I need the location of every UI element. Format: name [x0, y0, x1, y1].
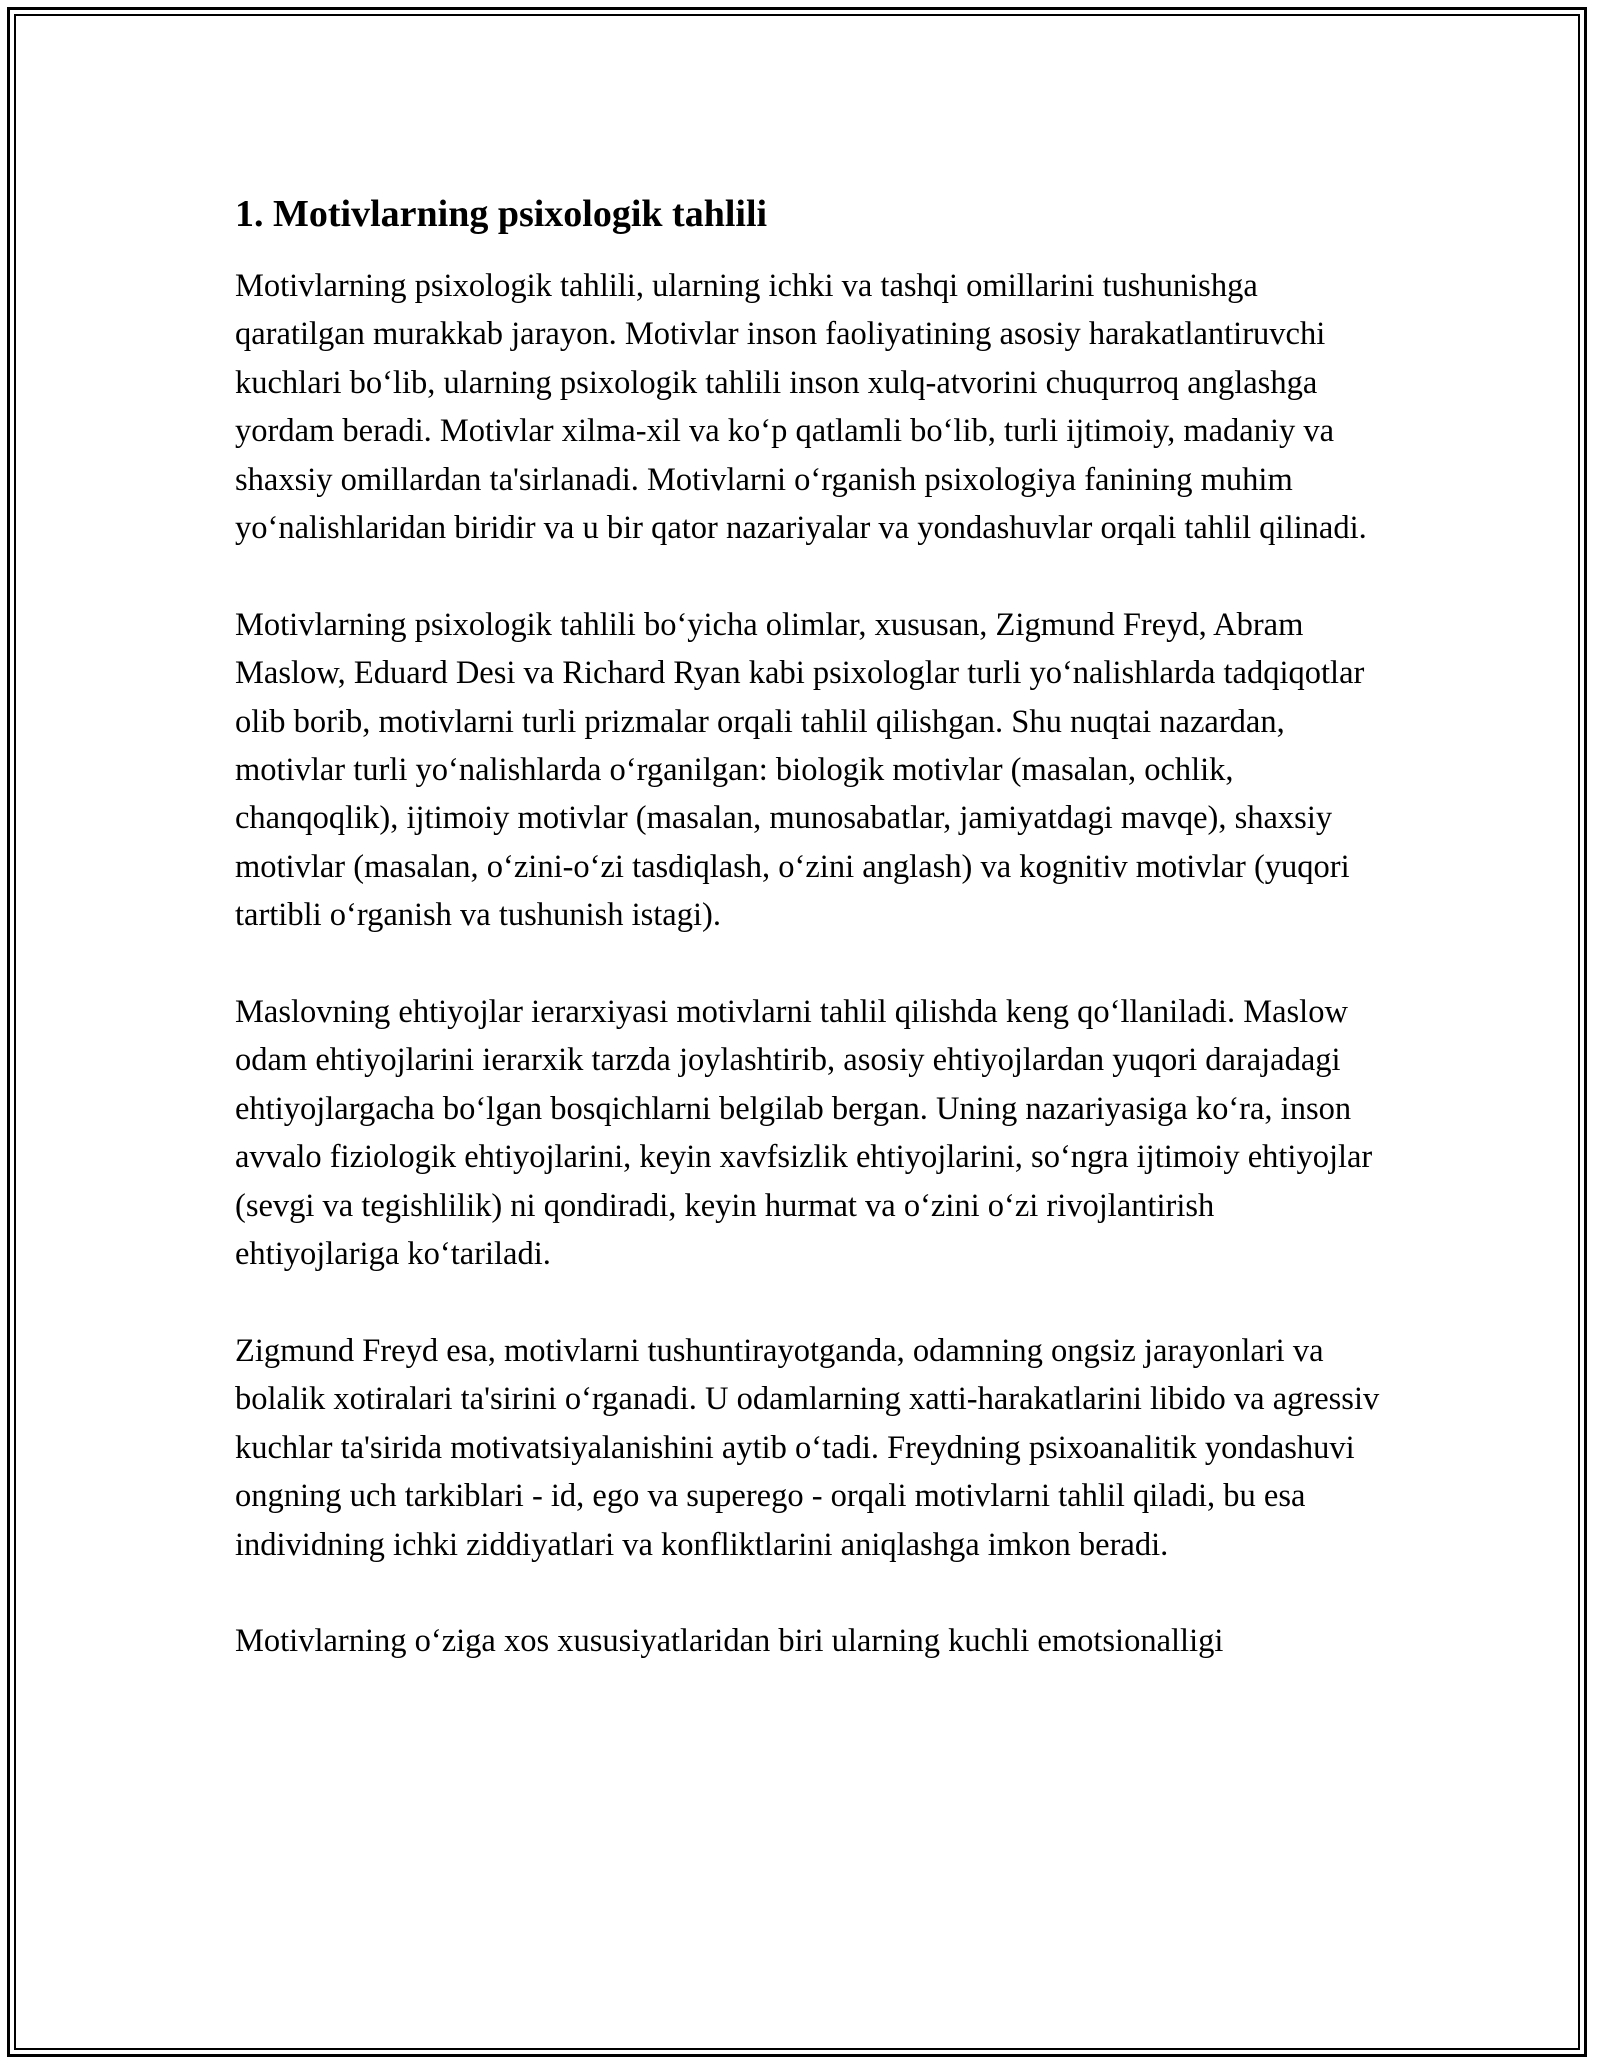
section-heading: 1. Motivlarning psixologik tahlili [235, 193, 768, 235]
paragraph-1: Motivlarning psixologik tahlili, ularning ichki va tashqi omillarini tushunishga qaratilgan murakkab jarayon. Motivlar inson faoliyatining asosiy harakatlantiruvchi kuchlari bo‘lib, ularning psixologik tahlili inson xulq-atvorini chuqurroq anglashga yordam beradi. Motivlar xilma-xil va ko‘p qatlamli bo‘lib, turli ijtimoiy, madaniy va shaxsiy omillardan ta'sirlanadi. Motivlarni o‘rganish psixologiya fanining muhim yo‘nalishlaridan biridir va u bir qator nazariyalar va yondashuvlar orqali tahlil qilinadi. [235, 268, 1367, 547]
paragraph-2: Motivlarning psixologik tahlili bo‘yicha olimlar, xususan, Zigmund Freyd, Abram Maslow, Eduard Desi va Richard Ryan kabi psixologlar turli yo‘nalishlarda tadqiqotlar olib borib, motivlarni turli prizmalar orqali tahlil qilishgan. Shu nuqtai nazardan, motivlar turli yo‘nalishlarda o‘rganilgan: biologik motivlar (masalan, ochlik, chanqoqlik), ijtimoiy motivlar (masalan, munosabatlar, jamiyatdagi mavqe), shaxsiy motivlar (masalan, o‘zini-o‘zi tasdiqlash, o‘zini anglash) va kognitiv motivlar (yuqori tartibli o‘rganish va tushunish istagi). [235, 606, 1365, 934]
paragraph-5: Motivlarning o‘ziga xos xususiyatlaridan biri ularning kuchli emotsionalligi [235, 1623, 1224, 1660]
paragraph-3: Maslovning ehtiyojlar ierarxiyasi motivlarni tahlil qilishda keng qo‘llaniladi. Maslow odam ehtiyojlarini ierarxik tarzda joylashtirib, asosiy ehtiyojlardan yuqori darajadagi ehtiyojlargacha bo‘lgan bosqichlarni belgilab bergan. Uning nazariyasiga ko‘ra, inson avvalo fiziologik ehtiyojlarini, keyin xavfsizlik ehtiyojlarini, so‘ngra ijtimoiy ehtiyojlar (sevgi va tegishlilik) ni qondiradi, keyin hurmat va o‘zini o‘zi rivojlantirish ehtiyojlariga ko‘tariladi. [235, 994, 1373, 1273]
document-body [235, 188, 1385, 1714]
paragraph-4: Zigmund Freyd esa, motivlarni tushuntirayotganda, odamning ongsiz jarayonlari va bolalik xotiralari ta'sirini o‘rganadi. U odamlarning xatti-harakatlarini libido va agressiv kuchlar ta'sirida motivatsiyalanishini aytib o‘tadi. Freydning psixoanalitik yondashuvi ongning uch tarkiblari - id, ego va superego - orqali motivlarni tahlil qiladi, bu esa individning ichki ziddiyatlari va konfliktlarini aniqlashga imkon beradi. [235, 1332, 1380, 1563]
